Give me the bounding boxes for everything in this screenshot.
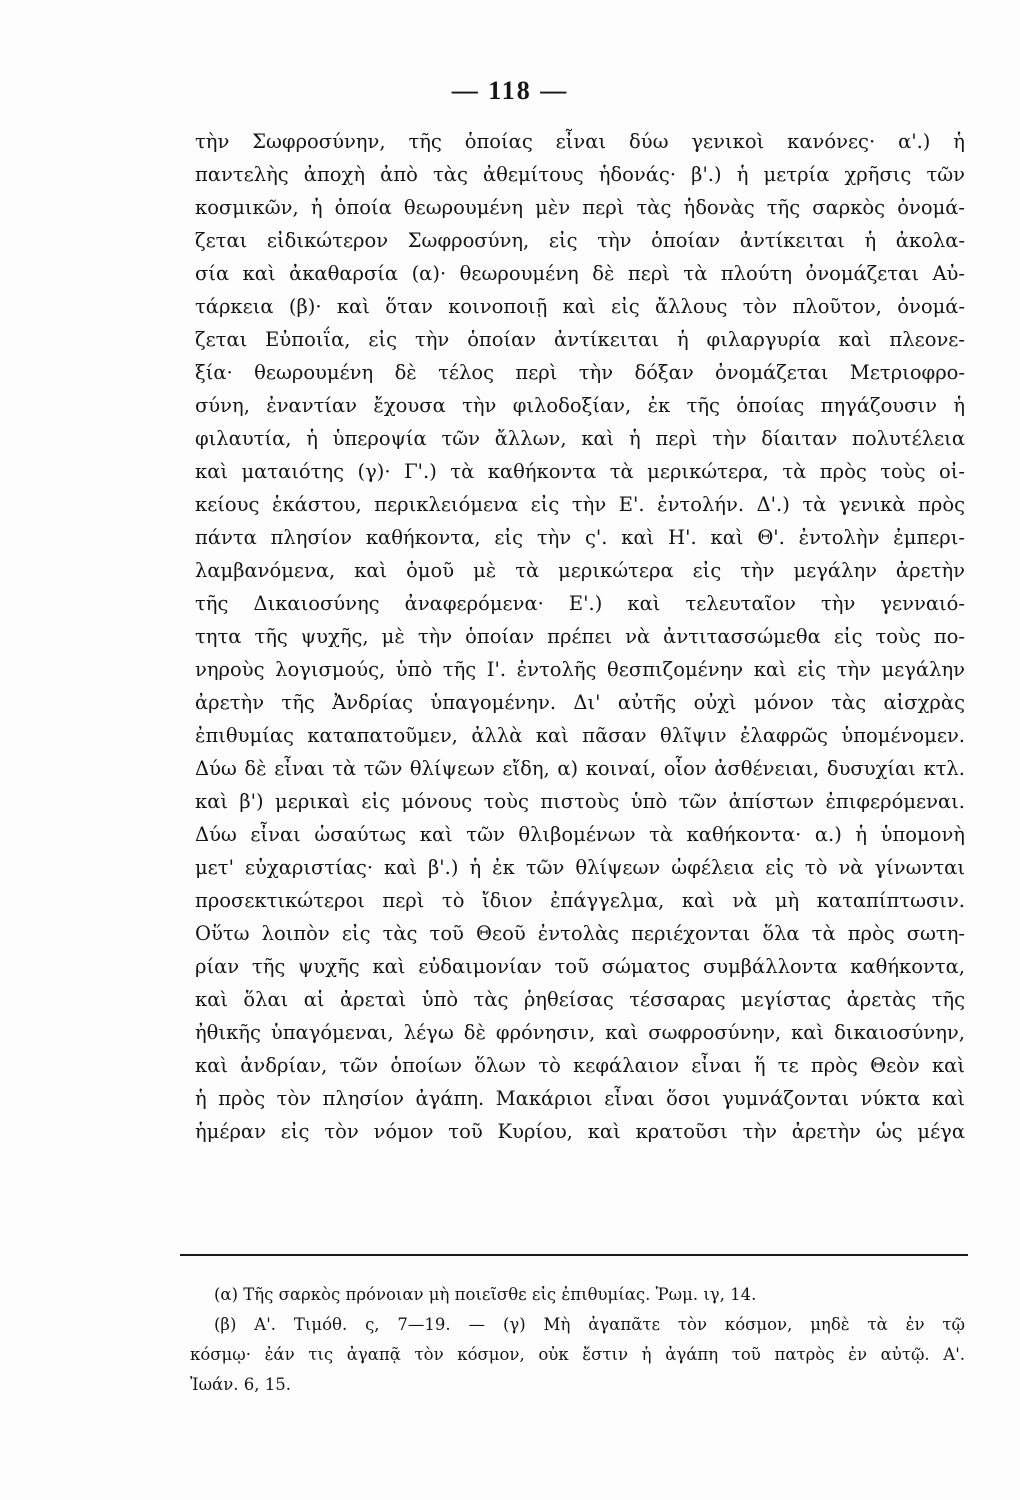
text-line: ἡμέραν εἰς τὸν νόμον τοῦ Κυρίου, καὶ κρατοῦσι τὴν ἀρετὴν ὡς μέγα xyxy=(195,1120,965,1143)
text-line: ρίαν τῆς ψυχῆς καὶ εὐδαιμονίαν τοῦ σώματος συμβάλλοντα καθήκοντα, xyxy=(195,955,965,978)
text-line: ζεται εἰδικώτερον Σωφροσύνη, εἰς τὴν ὁποίαν ἀντίκειται ἡ ἀκολα- xyxy=(195,229,965,252)
text-line: νηροὺς λογισμούς, ὑπὸ τῆς Ι'. ἐντολῆς θεσπιζομένην καὶ εἰς τὴν μεγάλην xyxy=(195,658,965,681)
footnote-line: Ἰωάν. 6, 15. xyxy=(190,1375,291,1394)
text-line: ἐπιθυμίας καταπατοῦμεν, ἀλλὰ καὶ πᾶσαν θλῖψιν ἐλαφρῶς ὑπομένομεν. xyxy=(195,724,965,747)
text-line: καὶ ματαιότης (γ)· Γ'.) τὰ καθήκοντα τὰ μερικώτερα, τὰ πρὸς τοὺς οἰ- xyxy=(195,460,965,483)
text-line: τῆς Δικαιοσύνης ἀναφερόμενα· Ε'.) καὶ τελευταῖον τὴν γενναιό- xyxy=(195,592,965,615)
footnote-line: (β) Α'. Τιμόθ. ς, 7—19. — (γ) Μὴ ἀγαπᾶτε τὸν κόσμον, μηδὲ τὰ ἐν τῷ xyxy=(214,1315,965,1334)
text-line: ζεται Εὐποιΐα, εἰς τὴν ὁποίαν ἀντίκειται ἡ φιλαργυρία καὶ πλεονε- xyxy=(195,328,965,351)
text-line: μετ' εὐχαριστίας· καὶ β'.) ἡ ἐκ τῶν θλίψεων ὠφέλεια εἰς τὸ νὰ γίνωνται xyxy=(195,856,965,879)
footnote-divider xyxy=(180,1254,968,1256)
text-line: κοσμικῶν, ἡ ὁποία θεωρουμένη μὲν περὶ τὰς ἡδονὰς τῆς σαρκὸς ὀνομά- xyxy=(195,196,965,219)
text-line: ἠθικῆς ὑπαγόμεναι, λέγω δὲ φρόνησιν, καὶ σωφροσύνην, καὶ δικαιοσύνην, xyxy=(195,1021,965,1044)
text-line: τάρκεια (β)· καὶ ὅταν κοινοποιῇ καὶ εἰς ἄλλους τὸν πλοῦτον, ὀνομά- xyxy=(195,295,965,318)
footnotes xyxy=(190,1280,965,1400)
text-line: καὶ β') μερικαὶ εἰς μόνους τοὺς πιστοὺς ὑπὸ τῶν ἀπίστων ἐπιφερόμεναι. xyxy=(195,790,965,813)
text-line: σύνη, ἐναντίαν ἔχουσα τὴν φιλοδοξίαν, ἐκ τῆς ὁποίας πηγάζουσιν ἡ xyxy=(195,394,965,417)
footnote-line: κόσμῳ· ἐάν τις ἀγαπᾷ τὸν κόσμον, οὐκ ἔστιν ἡ ἀγάπη τοῦ πατρὸς ἐν αὐτῷ. Α'. xyxy=(190,1345,965,1364)
text-line: Δύω δὲ εἶναι τὰ τῶν θλίψεων εἴδη, α) κοιναί, οἷον ἀσθένειαι, δυσυχίαι κτλ. xyxy=(195,757,965,780)
text-line: κείους ἑκάστου, περικλειόμενα εἰς τὴν Ε'. ἐντολήν. Δ'.) τὰ γενικὰ πρὸς xyxy=(195,493,965,516)
text-line: φιλαυτία, ἡ ὑπεροψία τῶν ἄλλων, καὶ ἡ περὶ τὴν δίαιταν πολυτέλεια xyxy=(195,427,965,450)
body-text xyxy=(195,125,965,1148)
text-line: καὶ ὅλαι αἱ ἀρεταὶ ὑπὸ τὰς ῥηθείσας τέσσαρας μεγίστας ἀρετὰς τῆς xyxy=(195,988,965,1011)
text-line: ξία· θεωρουμένη δὲ τέλος περὶ τὴν δόξαν ὀνομάζεται Μετριοφρο- xyxy=(195,361,965,384)
text-line: παντελὴς ἀποχὴ ἀπὸ τὰς ἀθεμίτους ἡδονάς· β'.) ἡ μετρία χρῆσις τῶν xyxy=(195,163,965,186)
text-line: ἀρετὴν τῆς Ἀνδρίας ὑπαγομένην. Δι' αὐτῆς οὐχὶ μόνον τὰς αἰσχρὰς xyxy=(195,691,965,714)
text-line: λαμβανόμενα, καὶ ὁμοῦ μὲ τὰ μερικώτερα εἰς τὴν μεγάλην ἀρετὴν xyxy=(195,559,965,582)
footnote-line: (α) Τῆς σαρκὸς πρόνοιαν μὴ ποιεῖσθε εἰς ἐπιθυμίας. Ῥωμ. ιγ, 14. xyxy=(214,1285,757,1304)
text-line: Δύω εἶναι ὡσαύτως καὶ τῶν θλιβομένων τὰ καθήκοντα· α.) ἡ ὑπομονὴ xyxy=(195,823,965,846)
text-line: τὴν Σωφροσύνην, τῆς ὁποίας εἶναι δύω γενικοὶ κανόνες· α'.) ἡ xyxy=(195,130,965,153)
text-line: πάντα πλησίον καθήκοντα, εἰς τὴν ς'. καὶ Η'. καὶ Θ'. ἐντολὴν ἐμπερι- xyxy=(195,526,965,549)
text-line: καὶ ἀνδρίαν, τῶν ὁποίων ὅλων τὸ κεφάλαιον εἶναι ἥ τε πρὸς Θεὸν καὶ xyxy=(195,1054,965,1077)
text-line: σία καὶ ἀκαθαρσία (α)· θεωρουμένη δὲ περὶ τὰ πλούτη ὀνομάζεται Αὐ- xyxy=(195,262,965,285)
text-line: τητα τῆς ψυχῆς, μὲ τὴν ὁποίαν πρέπει νὰ ἀντιτασσώμεθα εἰς τοὺς πο- xyxy=(195,625,965,648)
page-number: — 118 — xyxy=(451,76,569,105)
text-line: ἡ πρὸς τὸν πλησίον ἀγάπη. Μακάριοι εἶναι ὅσοι γυμνάζονται νύκτα καὶ xyxy=(195,1087,965,1110)
text-line: Οὕτω λοιπὸν εἰς τὰς τοῦ Θεοῦ ἐντολὰς περιέχονται ὅλα τὰ πρὸς σωτη- xyxy=(195,922,965,945)
text-line: προσεκτικώτεροι περὶ τὸ ἴδιον ἐπάγγελμα, καὶ νὰ μὴ καταπίπτωσιν. xyxy=(195,889,965,912)
